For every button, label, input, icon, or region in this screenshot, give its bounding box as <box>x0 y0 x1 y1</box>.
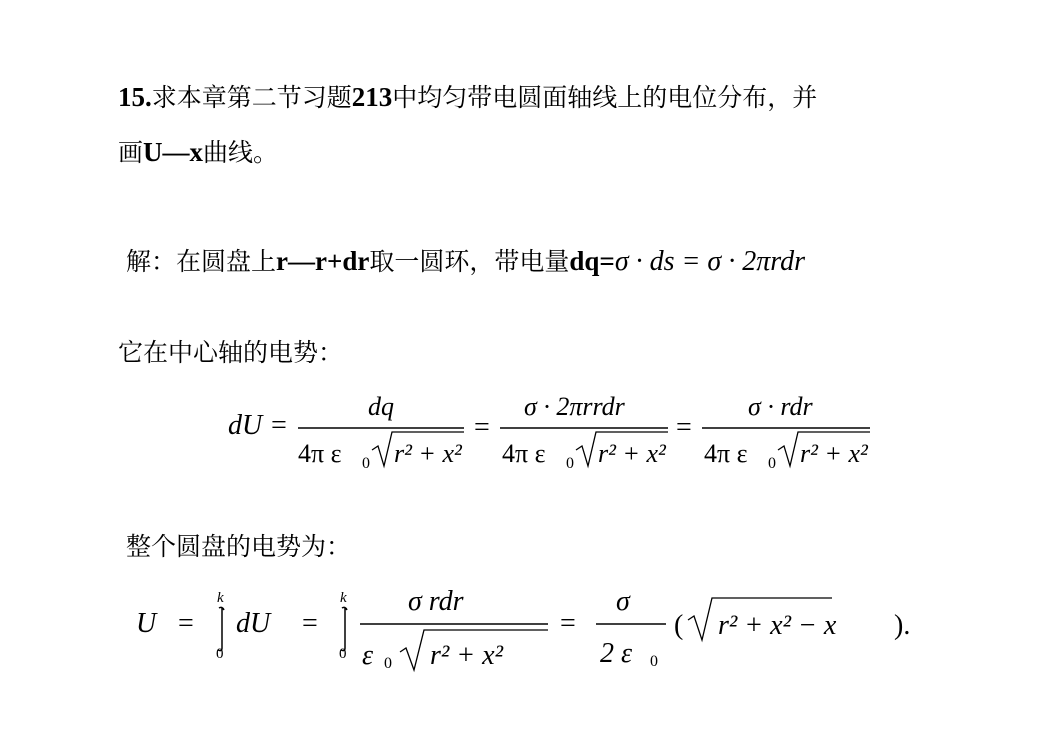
problem-number: 15. <box>118 82 152 112</box>
solution-mid: 取一圆环，带电量 <box>369 247 570 276</box>
integral-sign-2 <box>341 607 347 650</box>
eq1-num-1: dq <box>368 392 394 421</box>
eq1-den-1: 4π ε <box>298 439 342 468</box>
eq2-integrand: dU <box>236 608 271 639</box>
eq2-close: ). <box>894 610 911 641</box>
eq1-den-2: 4π ε <box>502 439 546 468</box>
eq2-open-paren: ( <box>674 610 684 641</box>
integral-sign-1 <box>218 607 224 650</box>
problem-ref: 2 <box>351 82 366 112</box>
eq2-tail-rad: r² + x² − x <box>718 610 837 641</box>
eq1-den-3: 4π ε <box>704 439 748 468</box>
problem-text-a: 求本章第二节习题 <box>151 83 352 112</box>
problem-line2-a: 画 <box>118 138 144 167</box>
eq1-num-3: σ · rdr <box>748 392 813 421</box>
solution-bold-2: dq= <box>569 246 615 276</box>
problem-line-2 <box>118 139 278 166</box>
eq2-equals-1: = <box>178 608 194 639</box>
eq2-lower-2: 0 <box>339 646 347 662</box>
problem-text-b: 中均匀带电圆面轴线上的电位分布，并 <box>392 83 818 112</box>
eq2-den-0: 0 <box>384 655 392 672</box>
eq1-num-2: σ · 2πrrdr <box>524 392 625 421</box>
eq1-den-1-sub: 0 <box>362 455 370 472</box>
eq1-den-2-sub: 0 <box>566 455 574 472</box>
eq2-lower-1: 0 <box>216 646 224 662</box>
eq2-num: σ rdr <box>408 586 464 617</box>
eq1-rad-3: r² + x² <box>800 439 868 468</box>
eq2-equals-2: = <box>302 608 318 639</box>
problem-line2-bold: U—x <box>143 137 204 167</box>
solution-bold-1: r—r+dr <box>276 246 370 276</box>
eq2-den-e: ε <box>362 640 374 671</box>
equation-2 <box>126 584 926 684</box>
eq2-frac-num: σ <box>616 586 630 617</box>
solution-line <box>126 248 805 276</box>
eq1-equals-2: = <box>676 412 692 443</box>
problem-line2-b: 曲线。 <box>203 138 279 167</box>
eq2-upper-1: k <box>217 590 224 606</box>
eq1-rad-1: r² + x² <box>394 439 462 468</box>
eq2-upper-2: k <box>340 590 347 606</box>
eq2-equals-3: = <box>560 608 576 639</box>
eq1-lhs: dU = <box>228 410 289 441</box>
solution-formula: σ · ds = σ · 2πrdr <box>614 246 806 277</box>
equation-1 <box>220 388 880 478</box>
eq2-rad-1: r² + x² <box>430 640 504 671</box>
section1-label: 它在中心轴的电势： <box>118 338 344 367</box>
eq2-lhs: U <box>136 608 157 639</box>
problem-ref-2: 13 <box>365 82 393 112</box>
eq1-rad-2: r² + x² <box>598 439 666 468</box>
section2-label: 整个圆盘的电势为： <box>126 532 352 561</box>
eq2-frac-den: 2 ε <box>600 638 633 669</box>
eq1-den-3-sub: 0 <box>768 455 776 472</box>
eq1-equals-1: = <box>474 412 490 443</box>
solution-prefix: 解：在圆盘上 <box>126 247 277 276</box>
problem-line-1 <box>118 84 817 111</box>
eq2-frac-0: 0 <box>650 653 658 670</box>
